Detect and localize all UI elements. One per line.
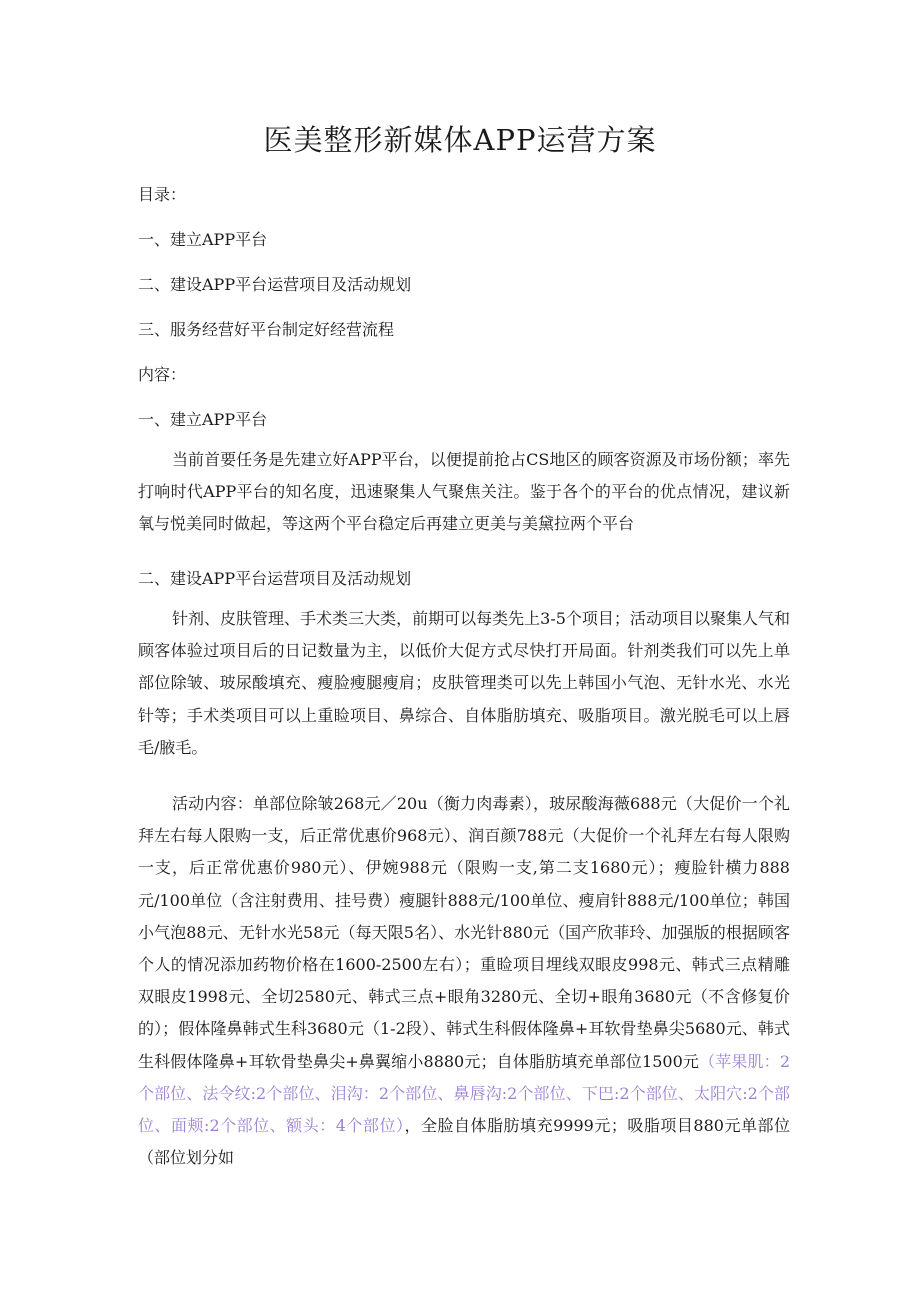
section-1-paragraph: 当前首要任务是先建立好APP平台，以便提前抢占CS地区的顾客资源及市场份额；率先打响时代APP平台的知名度，迅速聚集人气聚焦关注。鉴于各个的平台的优点情况，建议新氧与悦美同时做起，等这两个平台稳定后再建立更美与美黛拉两个平台: [138, 450, 790, 534]
activity-text-part-1: 活动内容：单部位除皱268元／20u（衡力肉毒素），玻尿酸海薇688元（大促价一个礼拜左右每人限购一支，后正常优惠价968元）、润百颜788元（大促价一个礼拜左右每人限购一支，后正常优惠价980元）、伊婉988元（限购一支,第二支1680元）；瘦脸针横力888元/100单位（含注射费用、挂号费）瘦腿针888元/100单位、瘦肩针888元/100单位；韩国小气泡88元、无针水光58元（每天限5名）、水光针880元（国产欣菲玲、加强版的根据顾客个人的情况添加药物价格在1600-2500左右）；重睑项目埋线双眼皮998元、韩式三点精雕双眼皮1998元、全切2580元、韩式三点+眼角3280元、全切+眼角3680元（不含修复价的）；假体隆鼻韩式生科3680元（1-2段）、韩式生科假体隆鼻+耳软骨垫鼻尖5680元、韩式生科假体隆鼻+耳软骨垫鼻尖+鼻翼缩小8880元；自体脂肪填充单部位1500元: [138, 794, 790, 1071]
activity-highlight-text: （苹果肌：2个部位、法令纹:2个部位、泪沟：2个部位、鼻唇沟:2个部位、下巴:2个部位、太阳穴:2个部位、面颊:2个部位、额头：4个部位）: [138, 1051, 790, 1136]
toc-item-3: 三、服务经营好平台制定好经营流程: [138, 320, 395, 339]
document-title: 医美整形新媒体APP运营方案: [263, 123, 657, 157]
section-1-heading: 一、建立APP平台: [138, 410, 268, 429]
activity-paragraph: [138, 788, 790, 1174]
toc-item-1: 一、建立APP平台: [138, 230, 268, 249]
activity-text-part-2: ，全脸自体脂肪填充9999元；吸脂项目880元单部位（部位划分如: [138, 1116, 790, 1168]
toc-label: 目录：: [138, 185, 187, 204]
content-label: 内容：: [138, 365, 187, 384]
section-2-paragraph: 针剂、皮肤管理、手术类三大类，前期可以每类先上3-5个项目；活动项目以聚集人气和顾客体验过项目后的日记数量为主，以低价大促方式尽快打开局面。针剂类我们可以先上单部位除皱、玻尿酸填充、瘦脸瘦腿瘦肩；皮肤管理类可以先上韩国小气泡、无针水光、水光针等；手术类项目可以上重睑项目、鼻综合、自体脂肪填充、吸脂项目。激光脱毛可以上唇毛/腋毛。: [138, 609, 790, 757]
toc-item-2: 二、建设APP平台运营项目及活动规划: [138, 275, 412, 294]
section-2-heading: 二、建设APP平台运营项目及活动规划: [138, 569, 412, 588]
